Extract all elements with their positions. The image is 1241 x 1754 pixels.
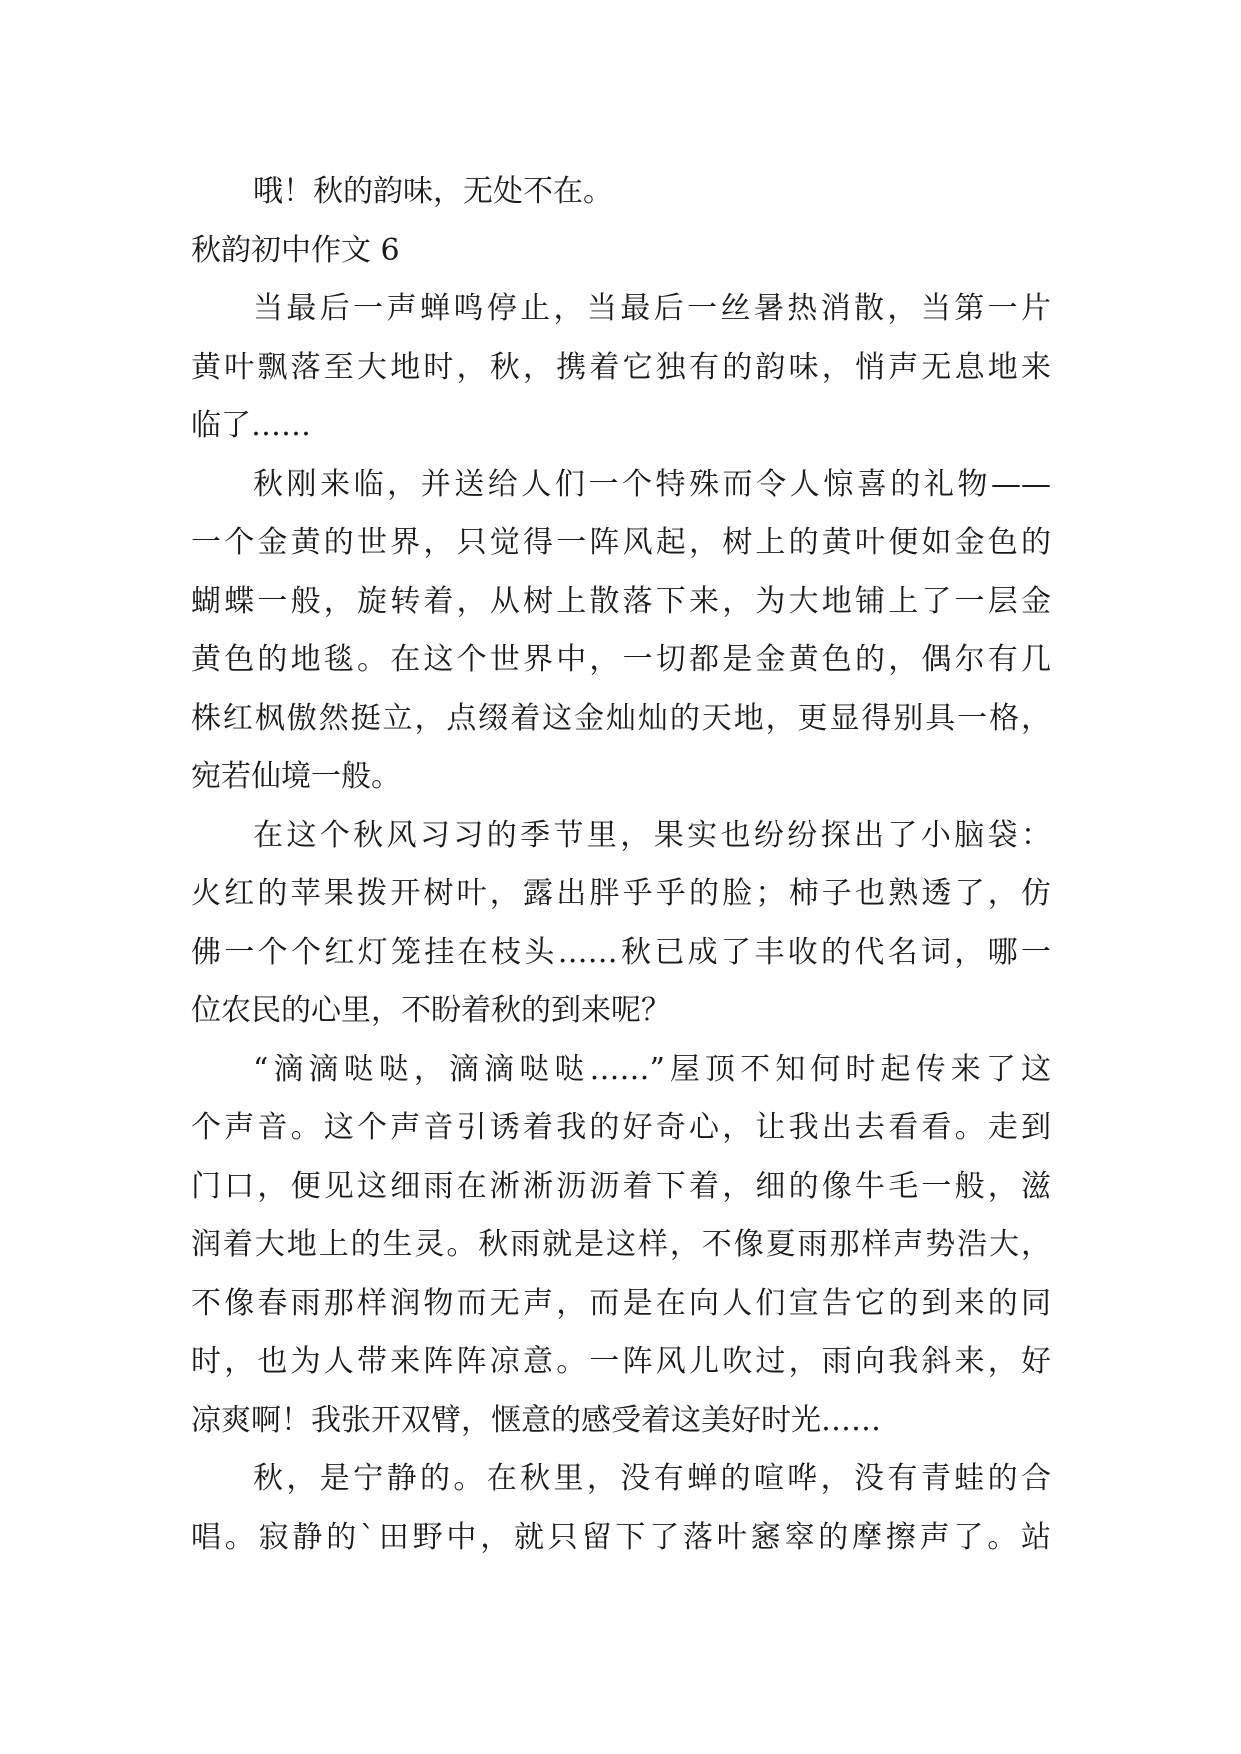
paragraph-line: 时，也为人带来阵阵凉意。一阵风儿吹过，雨向我斜来，好 (191, 1344, 1051, 1379)
paragraph-first-line: 秋刚来临，并送给人们一个特殊而令人惊喜的礼物—— (253, 466, 1051, 502)
paragraph-first-line: 哦！秋的韵味，无处不在。 (253, 174, 613, 209)
paragraph-line: 位农民的心里，不盼着秋的到来呢？ (191, 993, 671, 1028)
paragraph-line: 黄叶飘落至大地时，秋，携着它独有的韵味，悄声无息地来 (191, 349, 1051, 385)
paragraph-line: 火红的苹果拨开树叶，露出胖乎乎的脸；柿子也熟透了，仿 (191, 876, 1051, 911)
paragraph-line: 佛一个个红灯笼挂在枝头……秋已成了丰收的代名词，哪一 (191, 934, 1051, 970)
paragraph-line: 润着大地上的生灵。秋雨就是这样，不像夏雨那样声势浩大， (191, 1227, 1051, 1262)
paragraph-line: 唱。寂静的`田野中，就只留下了落叶窸窣的摩擦声了。站 (191, 1519, 1051, 1555)
paragraph-line: 黄色的地毯。在这个世界中，一切都是金黄色的，偶尔有几 (191, 642, 1051, 677)
paragraph-first-line: “滴滴哒哒，滴滴哒哒……”屋顶不知何时起传来了这 (253, 1051, 1051, 1087)
paragraph-line: 蝴蝶一般，旋转着，从树上散落下来，为大地铺上了一层金 (191, 583, 1051, 619)
paragraph-first-line: 秋，是宁静的。在秋里，没有蝉的喧哗，没有青蛙的合 (253, 1461, 1051, 1496)
paragraph-first-line: 在这个秋风习习的季节里，果实也纷纷探出了小脑袋： (253, 817, 1051, 853)
paragraph-line: 个声音。这个声音引诱着我的好奇心，让我出去看看。走到 (191, 1110, 1051, 1145)
paragraph-line: 宛若仙境一般。 (191, 759, 401, 794)
paragraph-first-line: 当最后一声蝉鸣停止，当最后一丝暑热消散，当第一片 (253, 291, 1051, 326)
paragraph-line: 门口，便见这细雨在淅淅沥沥着下着，细的像牛毛一般，滋 (191, 1168, 1051, 1204)
essay-title: 秋韵初中作文 6 (191, 232, 400, 268)
document-body (191, 163, 1051, 1567)
paragraph-line: 一个金黄的世界，只觉得一阵风起，树上的黄叶便如金色的 (191, 525, 1051, 560)
paragraph-line: 不像春雨那样润物而无声，而是在向人们宣告它的到来的同 (191, 1285, 1051, 1321)
paragraph-line: 临了…… (191, 408, 311, 443)
paragraph-line: 凉爽啊！我张开双臂，惬意的感受着这美好时光…… (191, 1402, 881, 1438)
paragraph-line: 株红枫傲然挺立，点缀着这金灿灿的天地，更显得别具一格， (191, 700, 1051, 736)
